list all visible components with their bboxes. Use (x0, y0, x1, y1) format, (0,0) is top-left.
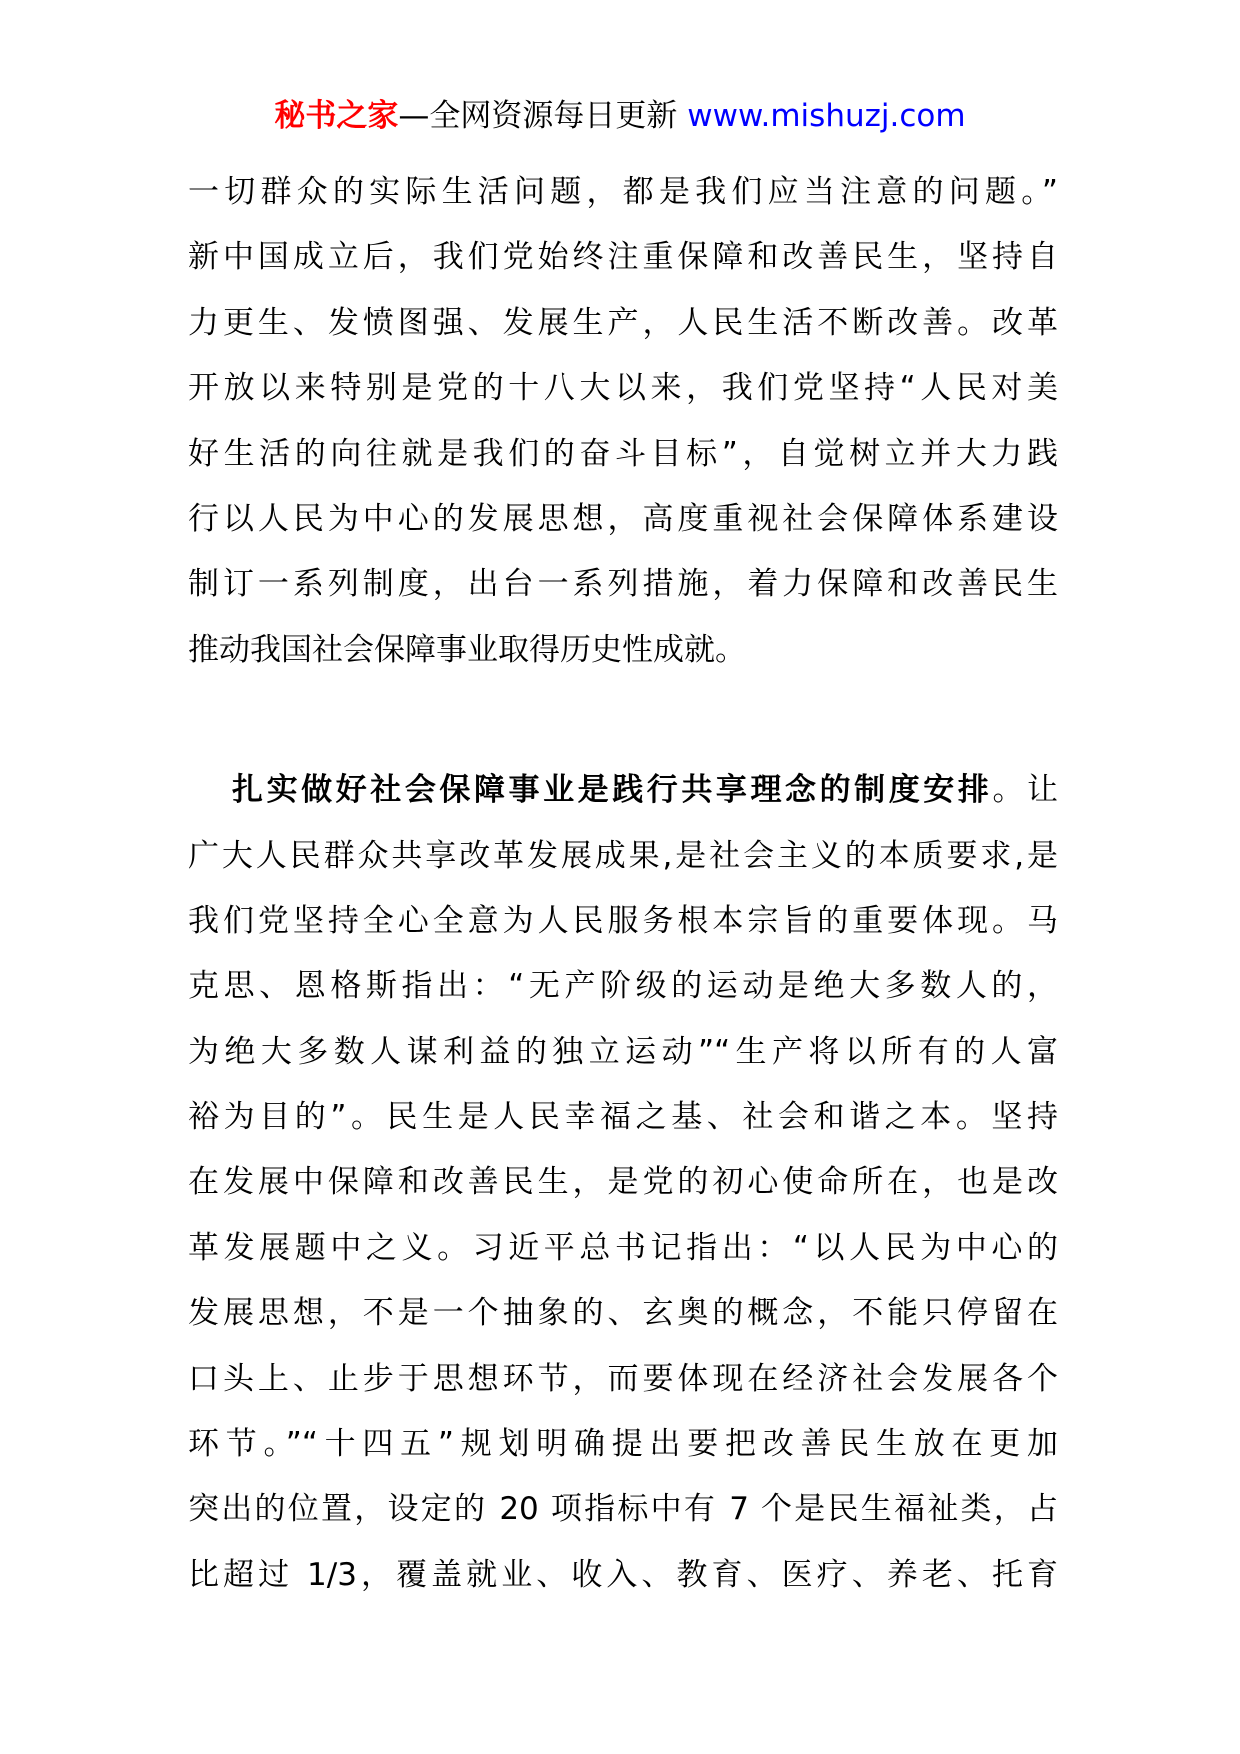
paragraph-line: 革发展题中之义。习近平总书记指出：“以人民为中心的 (188, 1229, 1058, 1266)
paragraph-line: 制订一系列制度，出台一系列措施，着力保障和改善民生 (188, 566, 1058, 603)
paragraph-line: 裕为目的”。民生是人民幸福之基、社会和谐之本。坚持 (188, 1099, 1058, 1136)
paragraph-line: 一切群众的实际生活问题，都是我们应当注意的问题。” (188, 174, 1058, 210)
paragraph-line: 新中国成立后，我们党始终注重保障和改善民生，坚持自 (188, 239, 1058, 276)
paragraph-2 (188, 758, 1058, 1608)
paragraph-line: 口头上、止步于思想环节，而要体现在经济社会发展各个 (188, 1360, 1058, 1397)
paragraph-line: 好生活的向往就是我们的奋斗目标”，自觉树立并大力践 (188, 435, 1058, 472)
paragraph-line: 为绝大多数人谋利益的独立运动”“生产将以所有的人富 (188, 1033, 1058, 1070)
paragraph-line: 发展思想，不是一个抽象的、玄奥的概念，不能只停留在 (188, 1295, 1058, 1332)
paragraph-line: 在发展中保障和改善民生，是党的初心使命所在，也是改 (188, 1164, 1058, 1201)
document-body (188, 160, 1058, 1608)
paragraph-line: 比超过 1/3，覆盖就业、收入、教育、医疗、养老、托育 (188, 1556, 1058, 1593)
paragraph-line: 突出的位置，设定的 20 项指标中有 7 个是民生福祉类，占 (188, 1491, 1058, 1528)
site-url-link[interactable]: www.mishuzj.com (687, 98, 966, 134)
paragraph-line: 环节。”“十四五”规划明确提出要把改善民生放在更加 (188, 1426, 1058, 1463)
paragraph-line: 行以人民为中心的发展思想，高度重视社会保障体系建设 (188, 500, 1058, 537)
paragraph-1 (188, 160, 1058, 683)
paragraph-line: 广大人民群众共享改革发展成果,是社会主义的本质要求,是 (188, 837, 1058, 874)
paragraph-line: 力更生、发愤图强、发展生产，人民生活不断改善。改革 (188, 304, 1058, 341)
paragraph-heading: 扎实做好社会保障事业是践行共享理念的制度安排 (232, 772, 993, 809)
paragraph-line: 开放以来特别是党的十八大以来，我们党坚持“人民对美 (188, 370, 1058, 407)
brand-name: 秘书之家 (274, 98, 399, 134)
paragraph-line: 我们党坚持全心全意为人民服务根本宗旨的重要体现。马 (188, 902, 1058, 939)
paragraph-heading-tail: 。让 (992, 772, 1059, 809)
paragraph-first-line (188, 758, 1058, 823)
page-header (0, 96, 1240, 136)
paragraph-spacer (188, 683, 1058, 758)
paragraph-line: 克思、恩格斯指出：“无产阶级的运动是绝大多数人的， (188, 968, 1058, 1005)
paragraph-line: 推动我国社会保障事业取得历史性成就。 (188, 631, 746, 668)
header-slogan: —全网资源每日更新 (398, 98, 678, 134)
